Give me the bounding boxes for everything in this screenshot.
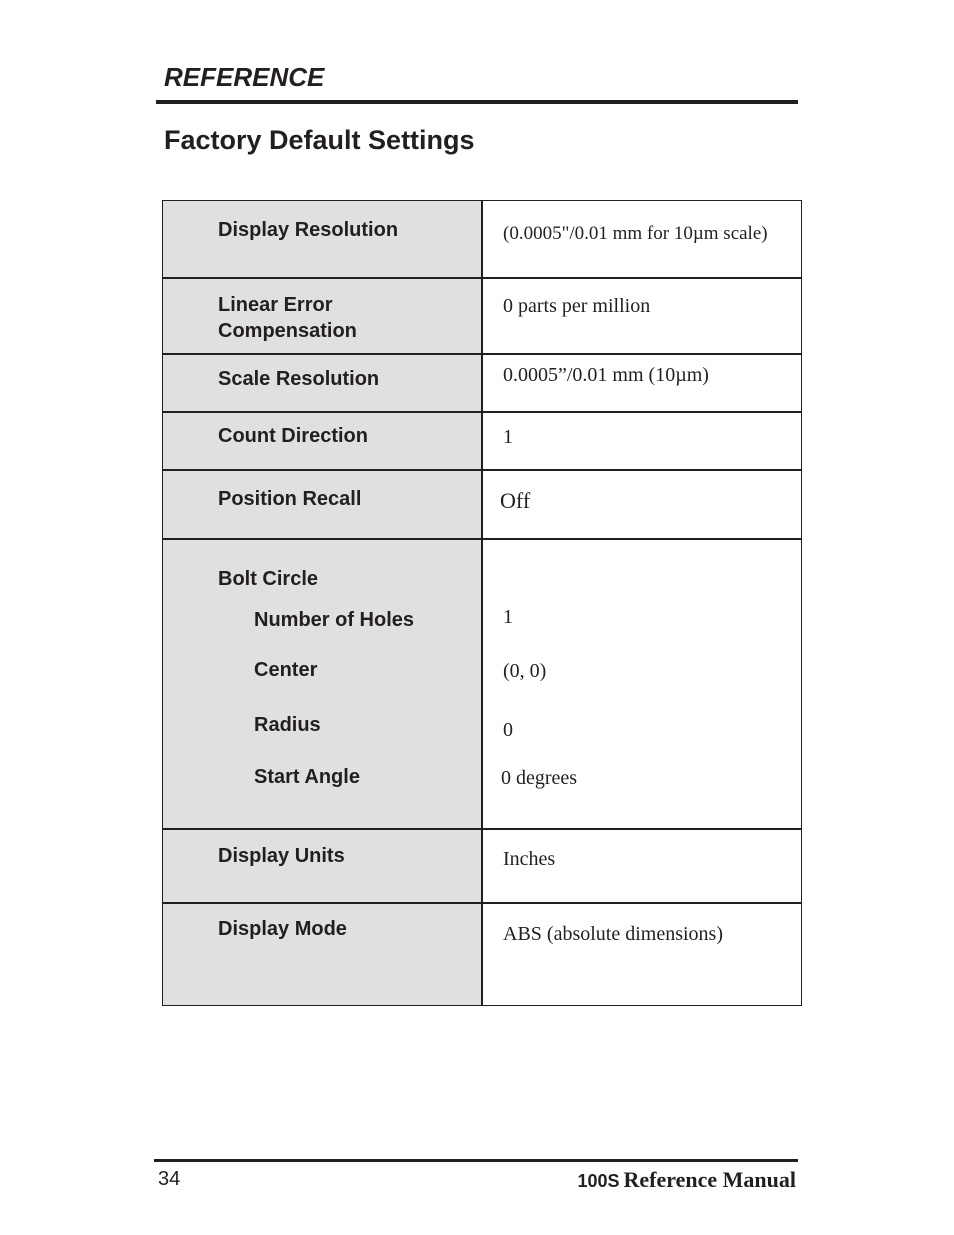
center-label: Center [254,659,318,681]
row-divider [163,277,801,279]
display-units-label: Display Units [218,845,345,867]
display-resolution-label: Display Resolution [218,219,399,241]
count-direction-value: 1 [503,426,513,448]
count-direction-label: Count Direction [218,425,368,447]
manual-title [577,1167,796,1193]
position-recall-value: Off [500,488,531,513]
linear-error-value: 0 parts per million [503,295,651,317]
display-resolution-value: (0.0005"/0.01 mm for 10µm scale) [503,223,768,244]
row-divider [163,469,801,471]
linear-error-label-line1: Linear Error [218,294,333,316]
row-divider [163,353,801,355]
settings-table [162,200,802,1006]
start-angle-value: 0 degrees [501,767,578,789]
manual-name: Reference Manual [623,1167,796,1192]
row-divider [163,828,801,830]
manual-model: 100S [577,1171,620,1191]
row-divider [163,538,801,540]
row-divider [163,411,801,413]
linear-error-label-line2: Compensation [218,320,357,342]
section-header: REFERENCE [164,62,325,92]
column-divider [481,201,483,1005]
display-mode-value: ABS (absolute dimensions) [503,923,723,945]
page-title: Factory Default Settings [164,125,475,155]
scale-resolution-value: 0.0005”/0.01 mm (10µm) [503,364,709,386]
radius-label: Radius [254,714,321,736]
display-units-value: Inches [503,848,556,870]
position-recall-label: Position Recall [218,488,362,510]
row-divider [163,902,801,904]
display-mode-label: Display Mode [218,918,347,940]
start-angle-label: Start Angle [254,766,360,788]
number-of-holes-value: 1 [503,606,513,628]
header-rule [156,100,798,104]
radius-value: 0 [503,719,513,741]
center-value: (0, 0) [503,660,547,682]
footer-rule [154,1159,798,1162]
bolt-circle-label: Bolt Circle [218,568,319,590]
page-number: 34 [158,1168,181,1190]
scale-resolution-label: Scale Resolution [218,368,380,390]
number-of-holes-label: Number of Holes [254,609,415,631]
